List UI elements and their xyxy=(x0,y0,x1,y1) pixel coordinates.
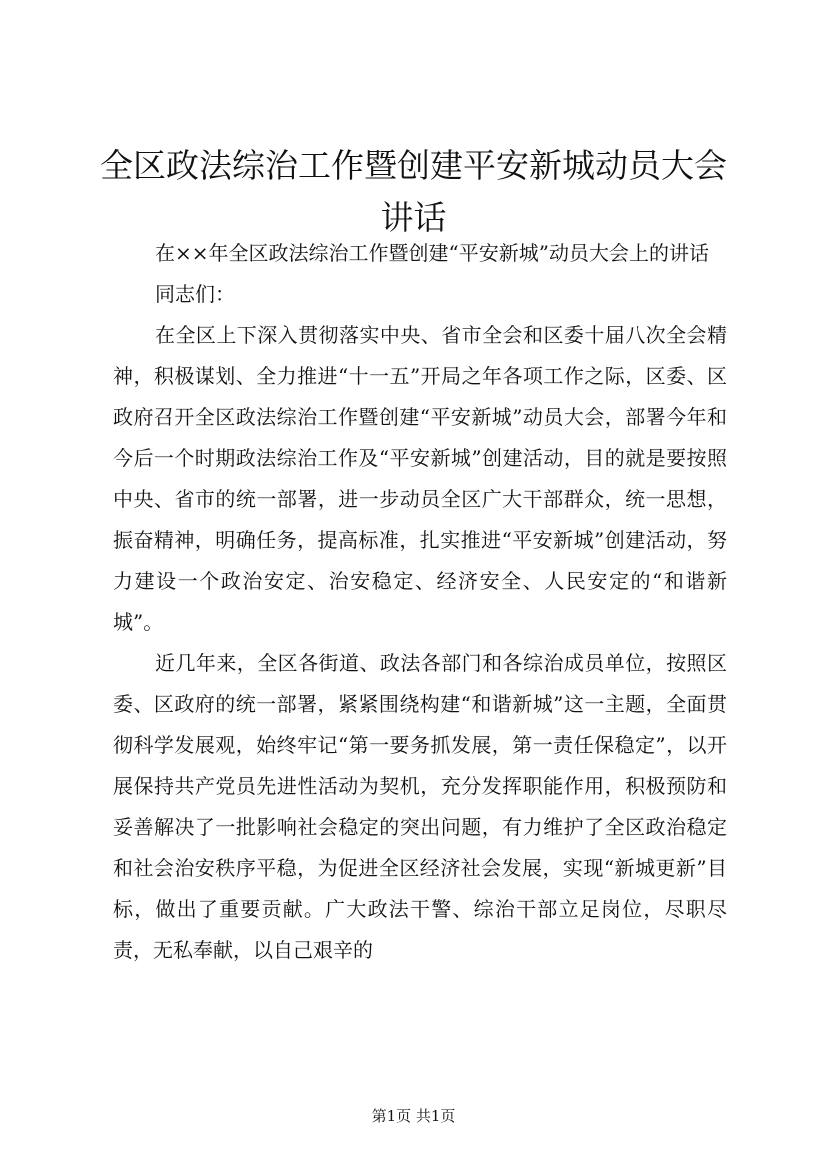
document-title: 全区政法综治工作暨创建平安新城动员大会讲话 xyxy=(100,146,727,237)
body-paragraph-1: 在全区上下深入贯彻落实中央、省市全会和区委十届八次全会精神，积极谋划、全力推进“十一五”开局之年各项工作之际，区委、区政府召开全区政法综治工作暨创建“平安新城”动员大会，部署今年和今后一个时期政法综治工作及“平安新城”创建活动，目的就是要按照中央、省市的统一部署，进一步动员全区广大干部群众，统一思想，振奋精神，明确任务，提高标准，扎实推进“平安新城”创建活动，努力建设一个政治安定、治安稳定、经济安全、人民安定的“和谐新城”。 xyxy=(113,323,727,634)
salutation-paragraph: 同志们： xyxy=(155,282,235,306)
page-footer: 第1页 共1页 xyxy=(371,1107,456,1125)
subtitle-paragraph: 在××年全区政法综治工作暨创建“平安新城”动员大会上的讲话 xyxy=(155,241,709,265)
body-paragraph-2: 近几年来，全区各街道、政法各部门和各综治成员单位，按照区委、区政府的统一部署，紧紧围绕构建“和谐新城”这一主题，全面贯彻科学发展观，始终牢记“第一要务抓发展，第一责任保稳定”，以开展保持共产党员先进性活动为契机，充分发挥职能作用，积极预防和妥善解决了一批影响社会稳定的突出问题，有力维护了全区政治稳定和社会治安秩序平稳，为促进全区经济社会发展，实现“新城更新”目标，做出了重要贡献。广大政法干警、综治干部立足岗位，尽职尽责，无私奉献，以自己艰辛的 xyxy=(113,651,727,962)
document-body xyxy=(113,233,727,971)
